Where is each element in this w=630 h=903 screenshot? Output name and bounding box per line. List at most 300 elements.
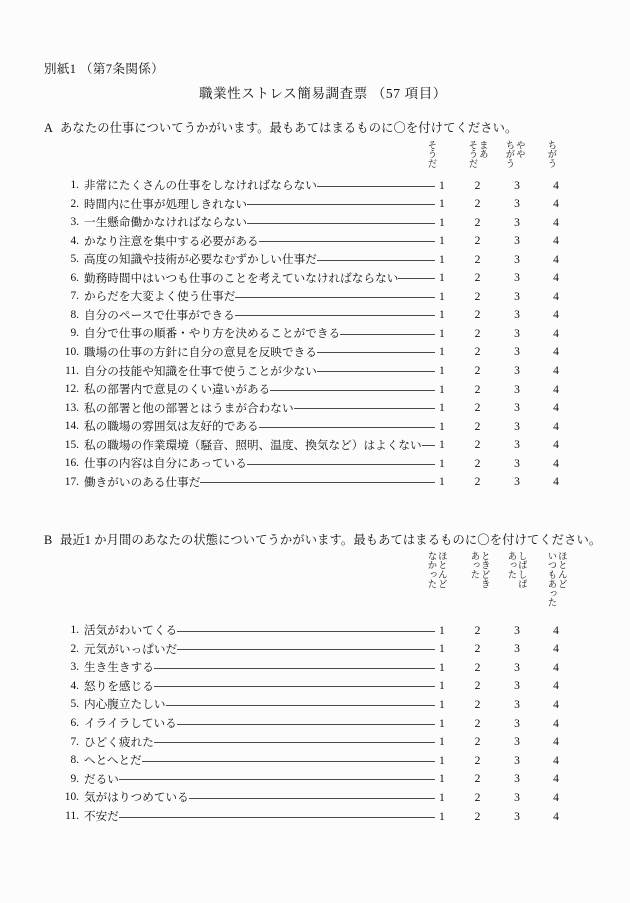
leader-line [235, 315, 435, 316]
answer-option-3[interactable]: 3 [514, 289, 520, 303]
answer-option-4[interactable]: 4 [553, 790, 559, 804]
answer-option-4[interactable]: 4 [553, 475, 559, 489]
question-text-wrapper [84, 752, 437, 768]
scale-header-a-2-left: そうだ [466, 140, 477, 169]
answer-option-4[interactable]: 4 [553, 178, 559, 192]
answer-option-2[interactable]: 2 [474, 178, 481, 192]
question-row [56, 195, 576, 213]
question-text: 怒りを感じる [84, 679, 154, 693]
answer-option-3[interactable]: 3 [514, 772, 520, 786]
answer-option-2[interactable]: 2 [474, 716, 481, 730]
leader-line [317, 260, 435, 261]
question-number: 3. [70, 216, 79, 229]
answer-option-1[interactable]: 1 [439, 308, 445, 322]
answer-option-1[interactable]: 1 [439, 271, 445, 285]
question-row [56, 436, 576, 454]
answer-option-3[interactable]: 3 [514, 178, 520, 192]
question-row [56, 658, 576, 676]
answer-option-2[interactable]: 2 [474, 697, 481, 711]
question-number: 9. [70, 772, 79, 785]
answer-option-1[interactable]: 1 [439, 252, 445, 266]
question-text: 勤務時間中はいつも仕事のことを考えていなければならない [84, 271, 399, 285]
leader-line [189, 798, 435, 799]
answer-options [437, 401, 576, 414]
question-text: 自分で仕事の順番・やり方を決めることができる [84, 327, 341, 341]
answer-options [437, 698, 576, 711]
section-a-intro [44, 118, 517, 136]
answer-option-4[interactable]: 4 [553, 289, 559, 303]
leader-line [154, 742, 435, 743]
scale-header-a-2 [466, 140, 487, 168]
scale-header-b-2 [468, 551, 489, 589]
question-number: 7. [70, 735, 79, 748]
question-number: 6. [70, 717, 79, 729]
question-number: 9. [70, 327, 79, 340]
question-number: 2. [70, 642, 79, 655]
scale-header-a-3 [503, 140, 524, 168]
answer-option-4[interactable]: 4 [553, 382, 559, 396]
answer-option-3[interactable]: 3 [514, 382, 520, 396]
answer-option-4[interactable]: 4 [553, 345, 559, 359]
question-text: 不安だ [84, 810, 119, 823]
answer-option-1[interactable]: 1 [439, 809, 445, 823]
question-text-wrapper [84, 270, 437, 286]
answer-option-3[interactable]: 3 [514, 475, 520, 489]
question-text: 活気がわいてくる [84, 624, 178, 637]
answer-option-4[interactable]: 4 [553, 401, 559, 415]
answer-options [437, 810, 576, 823]
leader-line [177, 631, 435, 632]
scale-header-a-4-left: ちがう [545, 140, 556, 169]
answer-option-4[interactable]: 4 [553, 679, 559, 693]
question-row [56, 269, 576, 287]
question-text: 仕事の内容は自分にあっている [84, 457, 247, 471]
answer-option-1[interactable]: 1 [439, 382, 445, 396]
answer-option-1[interactable]: 1 [439, 197, 445, 211]
answer-option-1[interactable]: 1 [439, 679, 445, 693]
question-row [56, 621, 576, 639]
question-text: 職場の仕事の方針に自分の意見を反映できる [84, 345, 317, 359]
question-number: 5. [70, 698, 79, 711]
answer-options [437, 383, 576, 396]
leader-line [317, 371, 435, 372]
leader-line [294, 408, 435, 409]
answer-option-4[interactable]: 4 [553, 308, 559, 322]
question-text: 元気がいっぱいだ [84, 642, 178, 656]
answer-option-2[interactable]: 2 [474, 308, 481, 322]
question-row [56, 677, 576, 695]
answer-option-2[interactable]: 2 [474, 642, 481, 656]
question-row [56, 473, 576, 491]
question-number: 17. [64, 475, 79, 488]
leader-line [200, 482, 435, 483]
question-row [56, 213, 576, 231]
question-text-wrapper [84, 641, 437, 657]
scale-header-a-4 [545, 140, 555, 168]
answer-option-2[interactable]: 2 [474, 679, 481, 693]
question-number: 1. [70, 179, 79, 191]
answer-option-4[interactable]: 4 [553, 364, 559, 377]
question-number: 5. [70, 253, 79, 266]
question-text-wrapper [84, 808, 437, 824]
answer-option-3[interactable]: 3 [514, 456, 520, 470]
answer-option-2[interactable]: 2 [474, 215, 481, 229]
question-number: 3. [70, 661, 79, 674]
answer-options [437, 290, 576, 303]
answer-option-2[interactable]: 2 [474, 271, 481, 285]
answer-option-2[interactable]: 2 [474, 364, 481, 377]
question-row [56, 176, 576, 194]
answer-option-4[interactable]: 4 [553, 623, 559, 637]
scale-header-b-3-left: あった [505, 551, 516, 580]
answer-options [437, 642, 576, 655]
answer-option-2[interactable]: 2 [474, 234, 481, 248]
answer-option-2[interactable]: 2 [474, 790, 481, 804]
question-row [56, 232, 576, 250]
question-text-wrapper [84, 715, 437, 731]
answer-option-4[interactable]: 4 [553, 809, 559, 823]
leader-line [235, 297, 435, 298]
scale-header-a-1 [425, 140, 435, 168]
answer-option-3[interactable]: 3 [514, 234, 520, 248]
question-text-wrapper [84, 437, 437, 453]
answer-options [437, 271, 576, 284]
answer-option-2[interactable]: 2 [474, 419, 481, 433]
answer-option-3[interactable]: 3 [514, 271, 520, 285]
question-text: 内心腹立たしい [84, 698, 166, 712]
scale-header-b-3-right: しばしば [515, 551, 526, 589]
leader-line [340, 334, 435, 335]
answer-option-3[interactable]: 3 [514, 197, 520, 211]
answer-options [437, 308, 576, 321]
answer-options [437, 253, 576, 266]
scale-header-a-2-right: まあ [476, 140, 487, 159]
answer-option-2[interactable]: 2 [474, 753, 481, 767]
answer-option-3[interactable]: 3 [514, 438, 520, 452]
answer-option-4[interactable]: 4 [553, 642, 559, 656]
question-number: 11. [65, 810, 79, 822]
answer-option-1[interactable]: 1 [439, 401, 445, 415]
question-text-wrapper [84, 659, 437, 675]
section-b-intro-text: 最近1 か月間のあなたの状態についてうかがいます。最もあてはまるものに〇を付けてください。 [60, 533, 602, 547]
question-text-wrapper [84, 307, 437, 323]
answer-option-1[interactable]: 1 [439, 790, 445, 804]
question-row [56, 807, 576, 825]
question-row [56, 324, 576, 342]
question-row [56, 306, 576, 324]
answer-option-4[interactable]: 4 [553, 438, 559, 452]
leader-line [154, 686, 435, 687]
answer-options [437, 679, 576, 692]
scale-header-a-1-left: そうだ [425, 140, 436, 169]
scale-header-b-3 [505, 551, 526, 589]
question-number: 16. [64, 457, 79, 470]
scale-header-b-1-left: なかった [425, 551, 436, 589]
leader-line [317, 352, 435, 353]
answer-option-2[interactable]: 2 [474, 438, 481, 452]
leader-line [142, 761, 435, 762]
question-number: 1. [70, 624, 79, 636]
question-row [56, 343, 576, 361]
answer-option-4[interactable]: 4 [553, 252, 559, 266]
answer-option-4[interactable]: 4 [553, 772, 559, 786]
question-text: 自分の技能や知識を仕事で使うことが少ない [84, 364, 317, 378]
question-row [56, 380, 576, 398]
question-text-wrapper [84, 696, 437, 712]
answer-options [437, 791, 576, 804]
answer-option-3[interactable]: 3 [514, 419, 520, 433]
answer-option-2[interactable]: 2 [474, 197, 481, 211]
answer-option-2[interactable]: 2 [474, 623, 481, 637]
question-row [56, 399, 576, 417]
question-text-wrapper [84, 233, 437, 249]
answer-option-4[interactable]: 4 [553, 326, 559, 340]
question-number: 11. [65, 364, 79, 377]
answer-option-3[interactable]: 3 [514, 679, 520, 693]
question-text: 一生懸命働かなければならない [84, 216, 248, 230]
answer-option-1[interactable]: 1 [439, 345, 445, 359]
question-text-wrapper [84, 734, 437, 750]
answer-option-3[interactable]: 3 [514, 697, 520, 711]
question-text: 私の部署内で意見のくい違いがある [84, 383, 271, 397]
leader-line [317, 186, 435, 187]
leader-line [247, 223, 435, 224]
leader-line [398, 278, 435, 279]
leader-line [119, 817, 435, 818]
answer-option-2[interactable]: 2 [474, 326, 481, 340]
question-number: 6. [70, 271, 79, 284]
scale-header-a-3-right: やや [513, 140, 524, 159]
question-row [56, 287, 576, 305]
document-reference: 別紙1 （第7条関係） [44, 62, 165, 76]
answer-option-2[interactable]: 2 [474, 475, 481, 489]
answer-option-1[interactable]: 1 [439, 234, 445, 248]
question-text-wrapper [84, 214, 437, 230]
answer-option-3[interactable]: 3 [514, 716, 520, 730]
answer-options [437, 754, 576, 767]
answer-options [437, 457, 576, 470]
answer-option-2[interactable]: 2 [474, 456, 481, 470]
answer-option-3[interactable]: 3 [514, 753, 520, 767]
answer-option-1[interactable]: 1 [439, 753, 445, 767]
question-text: 非常にたくさんの仕事をしなければならない [84, 179, 317, 192]
section-b-letter: B [44, 533, 53, 547]
question-text: 私の職場の雰囲気は友好的である [84, 420, 259, 434]
question-text-wrapper [84, 789, 437, 805]
question-text: 生き生きする [84, 661, 154, 675]
answer-option-3[interactable]: 3 [514, 252, 520, 266]
answer-option-4[interactable]: 4 [553, 215, 559, 229]
answer-option-2[interactable]: 2 [474, 660, 481, 674]
question-text: 気がはりつめている [84, 791, 189, 805]
question-number: 10. [64, 345, 79, 358]
answer-option-3[interactable]: 3 [514, 326, 520, 340]
answer-option-3[interactable]: 3 [514, 345, 520, 359]
answer-option-2[interactable]: 2 [474, 252, 481, 266]
answer-option-1[interactable]: 1 [439, 623, 445, 637]
question-text-wrapper [84, 381, 437, 397]
leader-line [422, 445, 435, 446]
question-text-wrapper [84, 622, 437, 638]
answer-option-3[interactable]: 3 [514, 642, 520, 656]
question-number: 10. [64, 791, 79, 804]
answer-option-4[interactable]: 4 [553, 456, 559, 470]
answer-option-1[interactable]: 1 [439, 660, 445, 674]
question-number: 12. [64, 383, 79, 396]
question-text-wrapper [84, 196, 437, 212]
question-text: ひどく疲れた [84, 735, 154, 749]
answer-option-1[interactable]: 1 [439, 772, 445, 786]
answer-option-1[interactable]: 1 [439, 642, 445, 656]
answer-option-4[interactable]: 4 [553, 697, 559, 711]
question-row [56, 714, 576, 732]
question-text: へとへとだ [84, 754, 142, 768]
answer-option-2[interactable]: 2 [474, 809, 481, 823]
leader-line [119, 779, 435, 780]
question-number: 8. [70, 308, 79, 321]
answer-options [437, 475, 576, 488]
answer-option-3[interactable]: 3 [514, 401, 520, 415]
answer-option-3[interactable]: 3 [514, 809, 520, 823]
scale-header-b-1 [425, 551, 446, 589]
question-text: 私の職場の作業環境（騒音、照明、温度、換気など）はよくない [84, 438, 422, 452]
answer-option-3[interactable]: 3 [514, 790, 520, 804]
question-text-wrapper [84, 344, 437, 360]
answer-option-1[interactable]: 1 [439, 326, 445, 340]
answer-options [437, 717, 576, 730]
answer-option-3[interactable]: 3 [514, 215, 520, 229]
answer-options [437, 179, 576, 192]
question-text: 働きがいのある仕事だ [84, 475, 201, 489]
answer-options [437, 420, 576, 433]
question-number: 7. [70, 290, 79, 303]
question-row [56, 454, 576, 472]
leader-line [177, 724, 435, 725]
answer-option-2[interactable]: 2 [474, 735, 481, 749]
answer-options [437, 216, 576, 229]
answer-option-2[interactable]: 2 [474, 289, 481, 303]
answer-option-1[interactable]: 1 [439, 475, 445, 489]
answer-option-1[interactable]: 1 [439, 364, 445, 377]
answer-option-4[interactable]: 4 [553, 197, 559, 211]
leader-line [177, 649, 435, 650]
question-text-wrapper [84, 325, 437, 341]
question-text-wrapper [84, 251, 437, 267]
leader-line [247, 204, 435, 205]
answer-options [437, 735, 576, 748]
question-text: 時間内に仕事が処理しきれない [84, 197, 248, 211]
answer-option-2[interactable]: 2 [474, 382, 481, 396]
answer-options [437, 345, 576, 358]
question-text: 私の部署と他の部署とはうまが合わない [84, 401, 294, 415]
question-number: 8. [70, 754, 79, 767]
leader-line [270, 390, 435, 391]
leader-line [259, 427, 435, 428]
answer-option-3[interactable]: 3 [514, 735, 520, 749]
question-text-wrapper [84, 418, 437, 434]
answer-option-3[interactable]: 3 [514, 308, 520, 322]
question-text: 高度の知識や技術が必要なむずかしい仕事だ [84, 253, 317, 267]
answer-option-4[interactable]: 4 [553, 234, 559, 248]
question-text-wrapper [84, 288, 437, 304]
question-text: かなり注意を集中する必要がある [84, 234, 259, 248]
answer-option-2[interactable]: 2 [474, 345, 481, 359]
question-number: 13. [64, 401, 79, 414]
question-row [56, 250, 576, 268]
section-a-letter: A [44, 121, 53, 135]
answer-option-4[interactable]: 4 [553, 419, 559, 433]
answer-option-4[interactable]: 4 [553, 660, 559, 674]
answer-options [437, 327, 576, 340]
answer-option-3[interactable]: 3 [514, 364, 520, 377]
question-row [56, 788, 576, 806]
question-number: 14. [64, 420, 79, 433]
question-text-wrapper [84, 771, 437, 787]
answer-option-1[interactable]: 1 [439, 178, 445, 192]
question-text-wrapper [84, 455, 437, 471]
question-number: 15. [64, 438, 79, 451]
question-number: 4. [70, 234, 79, 247]
answer-option-3[interactable]: 3 [514, 660, 520, 674]
question-text-wrapper [84, 363, 437, 379]
answer-option-1[interactable]: 1 [439, 716, 445, 730]
question-number: 4. [70, 679, 79, 692]
answer-options [437, 624, 576, 637]
question-row [56, 362, 576, 380]
question-row [56, 751, 576, 769]
question-row [56, 640, 576, 658]
answer-option-2[interactable]: 2 [474, 772, 481, 786]
answer-option-1[interactable]: 1 [439, 697, 445, 711]
answer-option-1[interactable]: 1 [439, 289, 445, 303]
question-row [56, 695, 576, 713]
scale-header-b-4-right: ほとんど [555, 551, 566, 589]
answer-options [437, 234, 576, 247]
answer-option-1[interactable]: 1 [439, 419, 445, 433]
leader-line [166, 705, 435, 706]
question-text-wrapper [84, 678, 437, 694]
section-a-intro-text: あなたの仕事についてうかがいます。最もあてはまるものに〇を付けてください。 [60, 121, 518, 135]
answer-option-1[interactable]: 1 [439, 215, 445, 229]
leader-line [247, 464, 435, 465]
question-text-wrapper [84, 400, 437, 416]
answer-option-4[interactable]: 4 [553, 753, 559, 767]
question-row [56, 417, 576, 435]
answer-option-1[interactable]: 1 [439, 735, 445, 749]
answer-options [437, 661, 576, 674]
answer-option-4[interactable]: 4 [553, 735, 559, 749]
scale-header-b-2-left: あった [468, 551, 479, 580]
answer-option-4[interactable]: 4 [553, 271, 559, 285]
scale-header-b-2-right: ときどき [478, 551, 489, 589]
scale-header-b-4-left: いつもあった [545, 551, 556, 608]
scale-header-b-1-right: ほとんど [435, 551, 446, 589]
leader-line [154, 668, 435, 669]
answer-option-2[interactable]: 2 [474, 401, 481, 415]
scale-header-b-4 [545, 551, 566, 607]
question-text-wrapper [84, 177, 437, 193]
question-text: 自分のペースで仕事ができる [84, 308, 235, 322]
answer-option-4[interactable]: 4 [553, 716, 559, 730]
answer-options [437, 197, 576, 210]
answer-option-3[interactable]: 3 [514, 623, 520, 637]
answer-options [437, 364, 576, 377]
answer-options [437, 772, 576, 785]
answer-option-1[interactable]: 1 [439, 438, 445, 452]
answer-option-1[interactable]: 1 [439, 456, 445, 470]
answer-options [437, 438, 576, 451]
question-row [56, 770, 576, 788]
